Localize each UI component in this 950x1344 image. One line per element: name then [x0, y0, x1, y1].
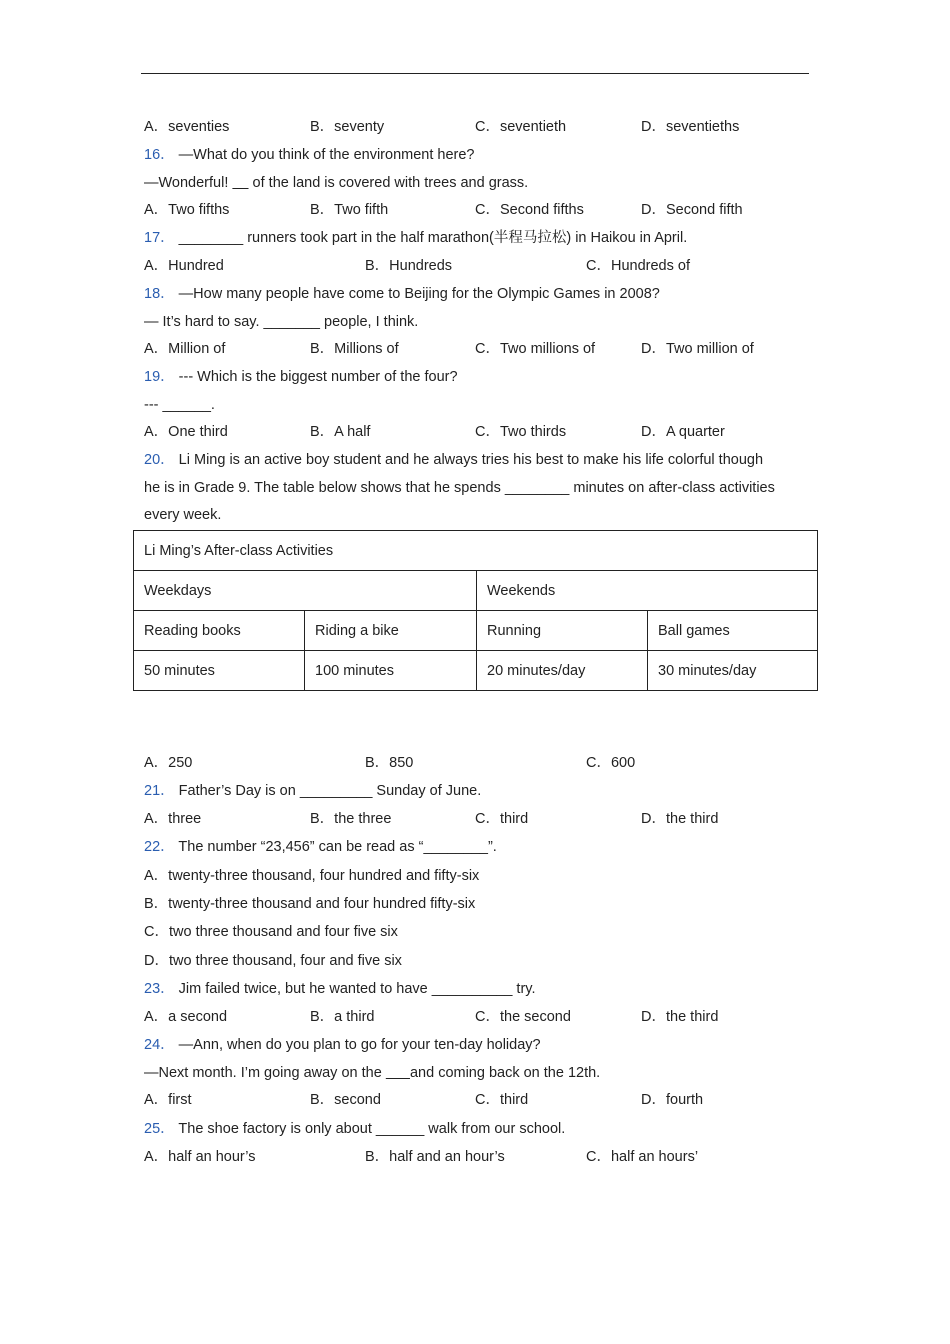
option-c: C．Two thirds [475, 424, 567, 440]
option-b: B．seventy [310, 119, 385, 135]
option-a: A．three [144, 811, 202, 827]
question-stem: 23． Jim failed twice, but he wanted to have __________ try. [144, 981, 536, 997]
option-c: C．seventieth [475, 119, 567, 135]
table-cell: 100 minutes [305, 651, 477, 691]
option-d: D．Two million of [641, 341, 754, 357]
activities-table [133, 530, 818, 691]
question-stem: 20． Li Ming is an active boy student and he always tries his best to make his life colorful though [144, 452, 764, 468]
option-b: B．half and an hour’s [365, 1149, 505, 1165]
option-a: A．a second [144, 1009, 228, 1025]
question-line: he is in Grade 9. The table below shows that he spends ________ minutes on after-class activities [144, 480, 775, 496]
option-c: C．third [475, 1092, 529, 1108]
option-b: B．Two fifth [310, 202, 389, 218]
question-number: 19． [144, 369, 175, 385]
question-stem: 22． The number “23,456” can be read as “________”. [144, 839, 497, 855]
table-header-cell: Riding a bike [305, 611, 477, 651]
question-stem: 17． ________ runners took part in the half marathon(半程马拉松) in Haikou in April. [144, 230, 688, 246]
question-number: 22． [144, 839, 175, 855]
table-cell: 20 minutes/day [477, 651, 648, 691]
option-c: C．two three thousand and four five six [144, 924, 398, 940]
option-c: C．600 [586, 755, 636, 771]
option-d: D．fourth [641, 1092, 704, 1108]
question-number: 23． [144, 981, 175, 997]
option-d: D．seventieths [641, 119, 740, 135]
option-b: B．Hundreds [365, 258, 453, 274]
question-stem: 24． —Ann, when do you plan to go for your ten-day holiday? [144, 1037, 541, 1053]
question-stem: 18． —How many people have come to Beijing for the Olympic Games in 2008? [144, 286, 660, 302]
question-number: 16． [144, 147, 175, 163]
option-b: B．a third [310, 1009, 375, 1025]
option-a: A．250 [144, 755, 193, 771]
question-number: 25． [144, 1121, 175, 1137]
option-d: D．A quarter [641, 424, 725, 440]
option-c: C．Two millions of [475, 341, 596, 357]
question-number: 21． [144, 783, 175, 799]
option-a: A．Two fifths [144, 202, 230, 218]
table-cell: 50 minutes [134, 651, 305, 691]
table-group-weekdays: Weekdays [134, 571, 477, 611]
table-row [134, 651, 818, 691]
question-number: 24． [144, 1037, 175, 1053]
answer-blank [232, 175, 248, 191]
option-a: A．half an hour’s [144, 1149, 256, 1165]
option-b: B．850 [365, 755, 414, 771]
question-number: 20． [144, 452, 175, 468]
question-line: —Wonderful! of the land is covered with trees and grass. [144, 175, 529, 191]
question-line: — It’s hard to say. _______ people, I think. [144, 314, 419, 330]
table-group-weekends: Weekends [477, 571, 818, 611]
header-rule [141, 73, 809, 74]
option-a: A．One third [144, 424, 228, 440]
option-a: A．seventies [144, 119, 230, 135]
table-cell: 30 minutes/day [648, 651, 818, 691]
question-stem: 25． The shoe factory is only about ______ walk from our school. [144, 1121, 566, 1137]
option-a: A．twenty-three thousand, four hundred and fifty-six [144, 868, 480, 884]
question-number: 18． [144, 286, 175, 302]
option-a: A．Hundred [144, 258, 224, 274]
question-line: --- ______. [144, 397, 215, 413]
option-c: C．third [475, 811, 529, 827]
table-header-row [134, 611, 818, 651]
option-c: C．half an hours’ [586, 1149, 699, 1165]
table-header-cell: Ball games [648, 611, 818, 651]
option-c: C．Second fifths [475, 202, 584, 218]
option-b: B．second [310, 1092, 381, 1108]
question-stem: 19． --- Which is the biggest number of the four? [144, 369, 458, 385]
option-b: B．A half [310, 424, 371, 440]
option-a: A．Million of [144, 341, 226, 357]
option-d: D．two three thousand, four and five six [144, 953, 402, 969]
option-a: A．first [144, 1092, 192, 1108]
answer-blank [386, 1065, 410, 1081]
option-c: C．Hundreds of [586, 258, 690, 274]
option-c: C．the second [475, 1009, 571, 1025]
option-d: D．the third [641, 811, 719, 827]
option-b: B．Millions of [310, 341, 399, 357]
table-title: Li Ming’s After-class Activities [134, 531, 818, 571]
question-line: every week. [144, 507, 222, 523]
option-b: B．twenty-three thousand and four hundred fifty-six [144, 896, 476, 912]
question-stem: 16． —What do you think of the environment here? [144, 147, 475, 163]
option-b: B．the three [310, 811, 392, 827]
table-header-cell: Running [477, 611, 648, 651]
question-number: 17． [144, 230, 175, 246]
question-line: —Next month. I’m going away on the and coming back on the 12th. [144, 1065, 601, 1081]
table-header-cell: Reading books [134, 611, 305, 651]
option-d: D．Second fifth [641, 202, 743, 218]
option-d: D．the third [641, 1009, 719, 1025]
question-stem: 21． Father’s Day is on _________ Sunday of June. [144, 783, 482, 799]
